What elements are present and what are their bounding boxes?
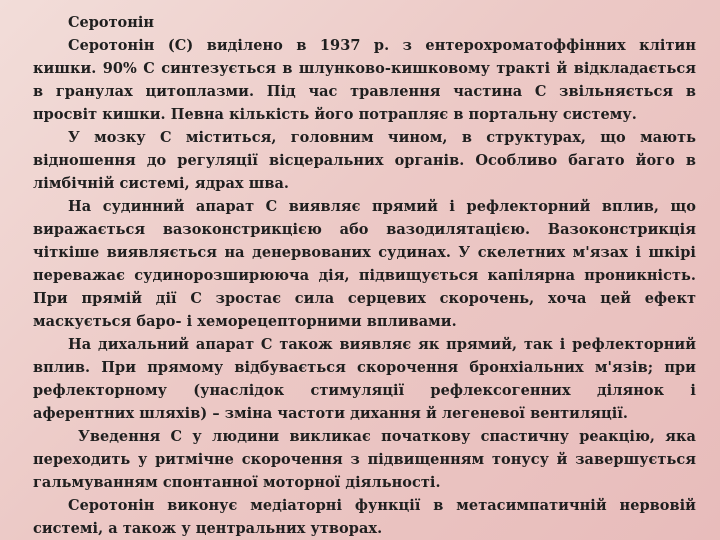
paragraph-respiratory: На дихальний апарат С також виявляє як прямий, так і рефлекторний вплив. При прямому відбувається скорочення бронхіальних м'язів; при рефлекторному (унаслідок стимуляції рефлексогенних ділянок і аферентних шляхів) – зміна частоти дихання й легеневої вентиляції. [33,336,696,422]
paragraph-discovery: Серотонін (С) виділено в 1937 р. з ентерохроматоффінних клітин кишки. 90% С синтезується в шлунково-кишковому тракті й відкладається в гранулах цитоплазми. Під час травлення частина С звільняється в просвіт кишки. Певна кількість його потрапляє в портальну систему. [33,37,696,123]
paragraph-mediator: Серотонін виконує медіаторні функції в метасимпатичній нервовій системі, а також у центральних утворах. [33,497,696,537]
slide-title: Серотонін [68,14,154,31]
paragraph-intestinal: Уведення С у людини викликає початкову спастичну реакцію, яка переходить у ритмічне скорочення з підвищенням тонусу й завершується гальмуванням спонтанної моторної діяльності. [33,428,696,491]
paragraph-brain: У мозку С міститься, головним чином, в структурах, що мають відношення до регуляції вісцеральних органів. Особливо багато його в лімбічній системі, ядрах шва. [33,129,696,192]
paragraph-vascular: На судинний апарат С виявляє прямий і рефлекторний вплив, що виражається вазоконстрикцією або вазодилятацією. Вазоконстрикція чіткіше виявляється на денервованих судинах. У скелетних м'язах і шкірі переважає судинорозширююча дія, підвищується капілярна проникність. При прямій дії С зростає сила серцевих скорочень, хоча цей ефект маскується баро- і хеморецепторними впливами. [33,198,696,330]
